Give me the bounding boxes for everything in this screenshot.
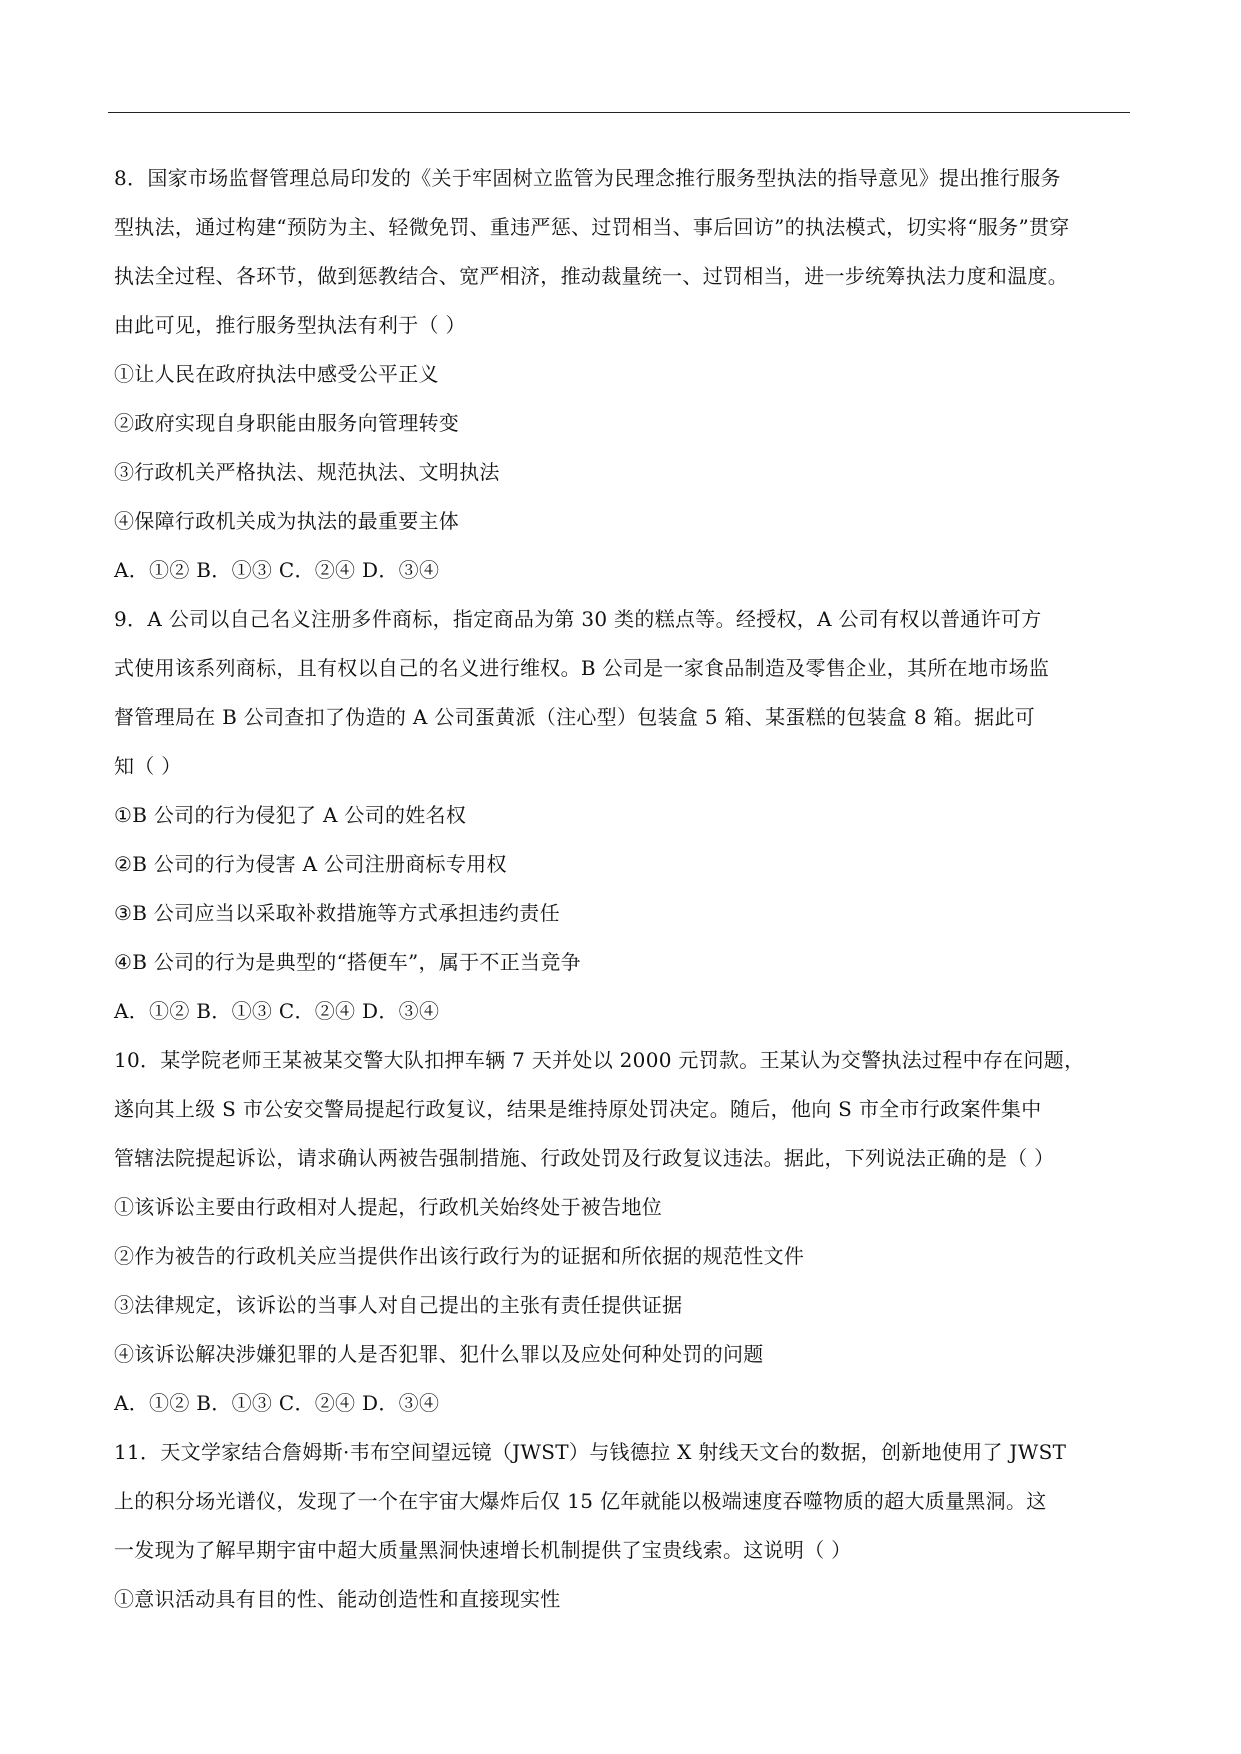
question-stem-line: 知（ ） bbox=[114, 754, 182, 778]
header-rule bbox=[108, 112, 1130, 113]
statement-option: ③法律规定，该诉讼的当事人对自己提出的主张有责任提供证据 bbox=[114, 1293, 683, 1317]
statement-option: ①该诉讼主要由行政相对人提起，行政机关始终处于被告地位 bbox=[114, 1195, 663, 1219]
question-stem-line: 型执法，通过构建“预防为主、轻微免罚、重违严惩、过罚相当、事后回访”的执法模式，切实将“服务”贯穿 bbox=[114, 215, 1070, 239]
question-stem-line: 执法全过程、各环节，做到惩教结合、宽严相济，推动裁量统一、过罚相当，进一步统筹执法力度和温度。 bbox=[114, 264, 1069, 288]
question-stem-line: 11．天文学家结合詹姆斯·韦布空间望远镜（JWST）与钱德拉 X 射线天文台的数据，创新地使用了 JWST bbox=[114, 1440, 1067, 1464]
statement-option: ①让人民在政府执法中感受公平正义 bbox=[114, 362, 439, 386]
statement-option: ①B 公司的行为侵犯了 A 公司的姓名权 bbox=[114, 803, 467, 827]
question-stem-line: 上的积分场光谱仪，发现了一个在宇宙大爆炸后仅 15 亿年就能以极端速度吞噬物质的超大质量黑洞。这 bbox=[114, 1489, 1047, 1513]
answer-choices: A．①② B．①③ C．②④ D．③④ bbox=[114, 1391, 440, 1415]
question-8 bbox=[114, 154, 1144, 595]
statement-option: ②作为被告的行政机关应当提供作出该行政行为的证据和所依据的规范性文件 bbox=[114, 1244, 805, 1268]
question-stem-line: 9．A 公司以自己名义注册多件商标，指定商品为第 30 类的糕点等。经授权，A 公司有权以普通许可方 bbox=[114, 607, 1042, 631]
question-stem-line: 一发现为了解早期宇宙中超大质量黑洞快速增长机制提供了宝贵线索。这说明（ ） bbox=[114, 1538, 852, 1562]
question-stem-line: 督管理局在 B 公司查扣了伪造的 A 公司蛋黄派（注心型）包装盒 5 箱、某蛋糕的包装盒 8 箱。据此可 bbox=[114, 705, 1036, 729]
statement-option: ③B 公司应当以采取补救措施等方式承担违约责任 bbox=[114, 901, 560, 925]
question-stem-line: 8．国家市场监督管理总局印发的《关于牢固树立监管为民理念推行服务型执法的指导意见》提出推行服务 bbox=[114, 166, 1061, 190]
question-stem-line: 由此可见，推行服务型执法有利于（ ） bbox=[114, 313, 466, 337]
answer-choices: A．①② B．①③ C．②④ D．③④ bbox=[114, 999, 440, 1023]
statement-option: ①意识活动具有目的性、能动创造性和直接现实性 bbox=[114, 1587, 561, 1611]
statement-option: ②政府实现自身职能由服务向管理转变 bbox=[114, 411, 460, 435]
question-10 bbox=[114, 1036, 1144, 1428]
question-stem-line: 遂向其上级 S 市公安交警局提起行政复议，结果是维持原处罚决定。随后，他向 S 市全市行政案件集中 bbox=[114, 1097, 1042, 1121]
statement-option: ③行政机关严格执法、规范执法、文明执法 bbox=[114, 460, 500, 484]
statement-option: ②B 公司的行为侵害 A 公司注册商标专用权 bbox=[114, 852, 507, 876]
answer-choices: A．①② B．①③ C．②④ D．③④ bbox=[114, 558, 440, 582]
statement-option: ④B 公司的行为是典型的“搭便车”，属于不正当竞争 bbox=[114, 950, 581, 974]
question-stem-line: 式使用该系列商标，且有权以自己的名义进行维权。B 公司是一家食品制造及零售企业，其所在地市场监 bbox=[114, 656, 1050, 680]
statement-option: ④该诉讼解决涉嫌犯罪的人是否犯罪、犯什么罪以及应处何种处罚的问题 bbox=[114, 1342, 764, 1366]
question-9 bbox=[114, 595, 1144, 1036]
question-stem-line: 10．某学院老师王某被某交警大队扣押车辆 7 天并处以 2000 元罚款。王某认为交警执法过程中存在问题， bbox=[114, 1048, 1085, 1072]
page-content bbox=[114, 154, 1144, 1624]
question-11 bbox=[114, 1428, 1144, 1624]
question-stem-line: 管辖法院提起诉讼，请求确认两被告强制措施、行政处罚及行政复议违法。据此，下列说法正确的是（ ） bbox=[114, 1146, 1055, 1170]
statement-option: ④保障行政机关成为执法的最重要主体 bbox=[114, 509, 460, 533]
